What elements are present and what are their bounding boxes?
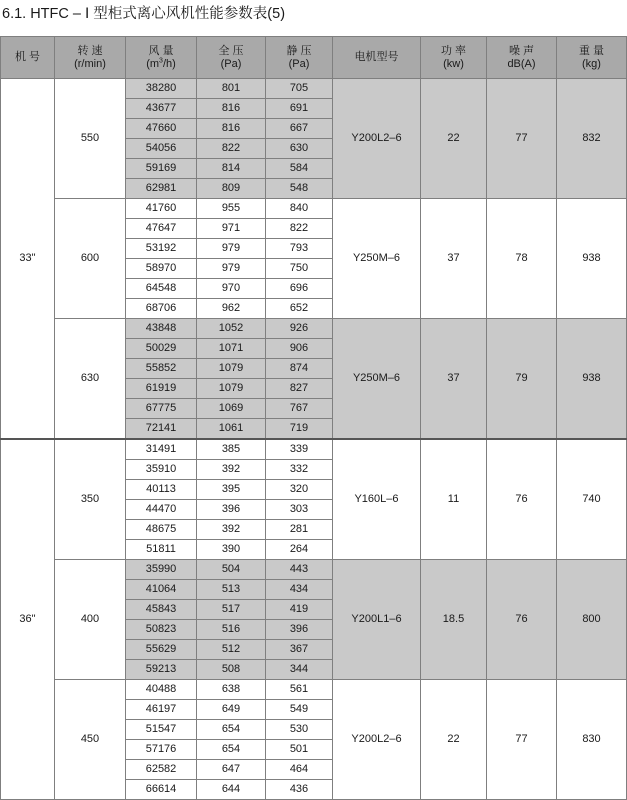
flow-cell: 50029 (126, 339, 197, 359)
total-pressure-cell: 1069 (197, 399, 266, 419)
flow-cell: 41064 (126, 580, 197, 600)
static-pressure-cell: 464 (266, 760, 333, 780)
static-pressure-cell: 396 (266, 620, 333, 640)
static-pressure-cell: 667 (266, 119, 333, 139)
power-cell: 11 (421, 439, 487, 560)
weight-cell: 938 (557, 199, 627, 319)
static-pressure-cell: 561 (266, 680, 333, 700)
static-pressure-cell: 767 (266, 399, 333, 419)
flow-cell: 61919 (126, 379, 197, 399)
table-row (1, 319, 627, 339)
flow-cell: 59213 (126, 660, 197, 680)
flow-cell: 43848 (126, 319, 197, 339)
total-pressure-cell: 517 (197, 600, 266, 620)
static-pressure-cell: 548 (266, 179, 333, 199)
total-pressure-cell: 396 (197, 500, 266, 520)
flow-cell: 43677 (126, 99, 197, 119)
flow-cell: 54056 (126, 139, 197, 159)
total-pressure-cell: 816 (197, 119, 266, 139)
header-power: 功 率 (kw) (421, 37, 487, 79)
total-pressure-cell: 979 (197, 259, 266, 279)
flow-cell: 62582 (126, 760, 197, 780)
total-pressure-cell: 1061 (197, 419, 266, 440)
power-cell: 22 (421, 680, 487, 800)
flow-cell: 47660 (126, 119, 197, 139)
table-row (1, 199, 627, 219)
total-pressure-cell: 1079 (197, 379, 266, 399)
static-pressure-cell: 827 (266, 379, 333, 399)
flow-cell: 57176 (126, 740, 197, 760)
document-title: 6.1. HTFC – Ⅰ 型柜式离心风机性能参数表(5) (2, 6, 286, 22)
flow-cell: 55852 (126, 359, 197, 379)
static-pressure-cell: 652 (266, 299, 333, 319)
total-pressure-cell: 390 (197, 540, 266, 560)
flow-cell: 35910 (126, 460, 197, 480)
total-pressure-cell: 512 (197, 640, 266, 660)
static-pressure-cell: 874 (266, 359, 333, 379)
noise-cell: 76 (487, 560, 557, 680)
static-pressure-cell: 705 (266, 79, 333, 99)
static-pressure-cell: 630 (266, 139, 333, 159)
header-row (1, 37, 627, 79)
static-pressure-cell: 691 (266, 99, 333, 119)
static-pressure-cell: 840 (266, 199, 333, 219)
static-pressure-cell: 584 (266, 159, 333, 179)
total-pressure-cell: 962 (197, 299, 266, 319)
noise-cell: 78 (487, 199, 557, 319)
total-pressure-cell: 654 (197, 740, 266, 760)
flow-cell: 66614 (126, 780, 197, 800)
total-pressure-cell: 814 (197, 159, 266, 179)
header-model: 机 号 (1, 37, 55, 79)
flow-cell: 35990 (126, 560, 197, 580)
static-pressure-cell: 367 (266, 640, 333, 660)
total-pressure-cell: 979 (197, 239, 266, 259)
flow-cell: 40488 (126, 680, 197, 700)
flow-cell: 41760 (126, 199, 197, 219)
flow-cell: 53192 (126, 239, 197, 259)
flow-cell: 31491 (126, 439, 197, 460)
weight-cell: 830 (557, 680, 627, 800)
weight-cell: 832 (557, 79, 627, 199)
model-cell: 36" (1, 439, 55, 800)
static-pressure-cell: 906 (266, 339, 333, 359)
total-pressure-cell: 955 (197, 199, 266, 219)
power-cell: 37 (421, 319, 487, 440)
flow-cell: 67775 (126, 399, 197, 419)
table-row (1, 439, 627, 460)
static-pressure-cell: 750 (266, 259, 333, 279)
motor-cell: Y200L2–6 (333, 680, 421, 800)
power-cell: 37 (421, 199, 487, 319)
static-pressure-cell: 530 (266, 720, 333, 740)
motor-cell: Y250M–6 (333, 199, 421, 319)
static-pressure-cell: 264 (266, 540, 333, 560)
total-pressure-cell: 654 (197, 720, 266, 740)
speed-cell: 400 (55, 560, 126, 680)
flow-cell: 47647 (126, 219, 197, 239)
motor-cell: Y160L–6 (333, 439, 421, 560)
header-speed: 转 速 (r/min) (55, 37, 126, 79)
static-pressure-cell: 822 (266, 219, 333, 239)
total-pressure-cell: 513 (197, 580, 266, 600)
static-pressure-cell: 793 (266, 239, 333, 259)
static-pressure-cell: 344 (266, 660, 333, 680)
flow-cell: 38280 (126, 79, 197, 99)
static-pressure-cell: 419 (266, 600, 333, 620)
total-pressure-cell: 649 (197, 700, 266, 720)
flow-cell: 62981 (126, 179, 197, 199)
static-pressure-cell: 443 (266, 560, 333, 580)
total-pressure-cell: 822 (197, 139, 266, 159)
speed-cell: 600 (55, 199, 126, 319)
header-weight: 重 量 (kg) (557, 37, 627, 79)
static-pressure-cell: 719 (266, 419, 333, 440)
total-pressure-cell: 385 (197, 439, 266, 460)
flow-cell: 44470 (126, 500, 197, 520)
total-pressure-cell: 809 (197, 179, 266, 199)
flow-cell: 48675 (126, 520, 197, 540)
static-pressure-cell: 696 (266, 279, 333, 299)
flow-cell: 46197 (126, 700, 197, 720)
flow-cell: 72141 (126, 419, 197, 440)
flow-cell: 45843 (126, 600, 197, 620)
total-pressure-cell: 395 (197, 480, 266, 500)
header-static-pressure: 静 压 (Pa) (266, 37, 333, 79)
flow-cell: 40113 (126, 480, 197, 500)
flow-cell: 64548 (126, 279, 197, 299)
total-pressure-cell: 516 (197, 620, 266, 640)
flow-cell: 51811 (126, 540, 197, 560)
total-pressure-cell: 392 (197, 520, 266, 540)
static-pressure-cell: 436 (266, 780, 333, 800)
static-pressure-cell: 549 (266, 700, 333, 720)
total-pressure-cell: 1071 (197, 339, 266, 359)
motor-cell: Y200L1–6 (333, 560, 421, 680)
total-pressure-cell: 971 (197, 219, 266, 239)
static-pressure-cell: 501 (266, 740, 333, 760)
weight-cell: 740 (557, 439, 627, 560)
noise-cell: 77 (487, 79, 557, 199)
performance-table (0, 36, 627, 800)
static-pressure-cell: 434 (266, 580, 333, 600)
total-pressure-cell: 647 (197, 760, 266, 780)
table-row (1, 680, 627, 700)
motor-cell: Y250M–6 (333, 319, 421, 440)
static-pressure-cell: 320 (266, 480, 333, 500)
total-pressure-cell: 504 (197, 560, 266, 580)
total-pressure-cell: 816 (197, 99, 266, 119)
total-pressure-cell: 644 (197, 780, 266, 800)
header-motor: 电机型号 (333, 37, 421, 79)
total-pressure-cell: 638 (197, 680, 266, 700)
noise-cell: 76 (487, 439, 557, 560)
static-pressure-cell: 303 (266, 500, 333, 520)
total-pressure-cell: 1079 (197, 359, 266, 379)
total-pressure-cell: 508 (197, 660, 266, 680)
total-pressure-cell: 1052 (197, 319, 266, 339)
noise-cell: 77 (487, 680, 557, 800)
speed-cell: 550 (55, 79, 126, 199)
flow-cell: 58970 (126, 259, 197, 279)
flow-cell: 68706 (126, 299, 197, 319)
weight-cell: 800 (557, 560, 627, 680)
speed-cell: 630 (55, 319, 126, 440)
flow-cell: 55629 (126, 640, 197, 660)
header-total-pressure: 全 压 (Pa) (197, 37, 266, 79)
weight-cell: 938 (557, 319, 627, 440)
speed-cell: 350 (55, 439, 126, 560)
model-cell: 33" (1, 79, 55, 440)
power-cell: 18.5 (421, 560, 487, 680)
noise-cell: 79 (487, 319, 557, 440)
static-pressure-cell: 926 (266, 319, 333, 339)
static-pressure-cell: 332 (266, 460, 333, 480)
static-pressure-cell: 339 (266, 439, 333, 460)
power-cell: 22 (421, 79, 487, 199)
header-noise: 噪 声 dB(A) (487, 37, 557, 79)
flow-cell: 51547 (126, 720, 197, 740)
speed-cell: 450 (55, 680, 126, 800)
motor-cell: Y200L2–6 (333, 79, 421, 199)
table-body (1, 79, 627, 800)
header-flow: 风 量 $(m^3/h)$ (126, 37, 197, 79)
table-row (1, 79, 627, 99)
total-pressure-cell: 970 (197, 279, 266, 299)
flow-cell: 50823 (126, 620, 197, 640)
total-pressure-cell: 801 (197, 79, 266, 99)
table-row (1, 560, 627, 580)
flow-cell: 59169 (126, 159, 197, 179)
total-pressure-cell: 392 (197, 460, 266, 480)
static-pressure-cell: 281 (266, 520, 333, 540)
